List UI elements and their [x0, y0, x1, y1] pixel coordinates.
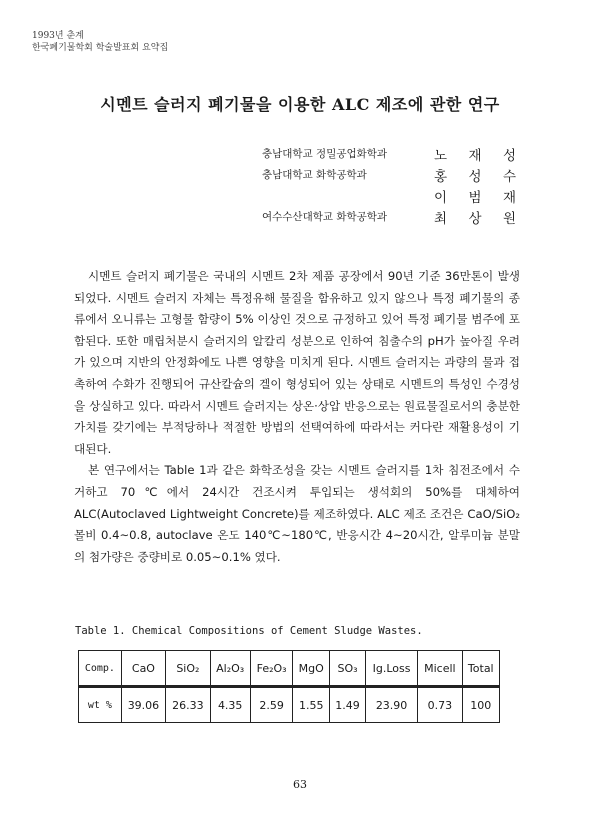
author-name	[434, 165, 516, 185]
table-header-cell: MgO	[293, 651, 330, 687]
table-header-cell: Al₂O₃	[210, 651, 250, 687]
table-cell: 26.33	[166, 687, 210, 723]
composition-table	[78, 650, 500, 723]
table-header-cell: Ig.Loss	[365, 651, 417, 687]
author-name-char: 성	[502, 148, 516, 164]
author-name-char: 이	[434, 190, 448, 206]
author-name-char: 성	[468, 169, 482, 185]
author-name	[434, 186, 516, 206]
table-row	[79, 687, 500, 723]
abstract-paragraph-2: 본 연구에서는 Table 1과 같은 화학조성을 갖는 시멘트 슬러지를 1차 침전조에서 수거하고 70℃에서 24시간 건조시켜 투입되는 생석회의 50%를 대체하여 ALC(Autoclaved Lightweight Concrete)를 제조하였다. ALC 제조 조건은 CaO/SiO₂ 몰비 0.4∼0.8, autoclave 온도 140℃∼180℃, 반응시간 4∼20시간, 알루미늄 분말의 첨가량은 중량비로 0.05∼0.1% 였다.	[74, 463, 520, 564]
table-header-cell: Total	[462, 651, 499, 687]
table-cell: 4.35	[210, 687, 250, 723]
table-cell: 1.49	[330, 687, 366, 723]
header-line-2: 한국폐기물학회 학술발표회 요약집	[32, 43, 169, 53]
table-header-cell: Fe₂O₃	[250, 651, 293, 687]
table-header-cell: SO₃	[330, 651, 366, 687]
author-affiliation: 충남대학교 화학공학과	[262, 169, 367, 181]
author-name	[434, 207, 516, 227]
author-name	[434, 144, 516, 164]
author-name-char: 최	[434, 211, 448, 227]
table-cell: 39.06	[121, 687, 165, 723]
table-header-cell: Micell	[418, 651, 462, 687]
table-header-cell: SiO₂	[166, 651, 210, 687]
author-name-char: 노	[434, 148, 448, 164]
table-cell: 2.59	[250, 687, 293, 723]
abstract-paragraph-1: 시멘트 슬러지 폐기물은 국내의 시멘트 2차 제품 공장에서 90년 기준 36만톤이 발생되었다. 시멘트 슬러지 자체는 특정유해 물질을 함유하고 있지 않으나 특정 폐기물의 종류에서 오니류는 고형물 함량이 5% 이상인 것으로 규정하고 있어 특정 폐기물 범주에 포함된다. 또한 매립처분시 슬러지의 알칼리 성분으로 인하여 침출수의 pH가 높아질 우려가 있으며 지반의 안정화에도 나쁜 영향을 미치게 된다. 시멘트 슬러지는 과량의 물과 접촉하여 수화가 진행되어 규산칼슘의 겔이 형성되어 있는 상태로 시멘트의 특성인 수경성을 상실하고 있다. 따라서 시멘트 슬러지는 상온·상압 반응으로는 원료물질로서의 충분한 가치를 갖기에는 부적당하나 적절한 방법의 선택여하에 따라서는 커다란 재활용성이 기대된다.	[74, 269, 520, 456]
table-header-cell: Comp.	[79, 651, 122, 687]
author-affiliation: 여수수산대학교 화학공학과	[262, 211, 388, 223]
table-cell: 1.55	[293, 687, 330, 723]
proceedings-header	[32, 30, 168, 54]
author-name-char: 재	[468, 148, 482, 164]
author-name-char: 상	[468, 211, 482, 227]
table-caption: Table 1. Chemical Compositions of Cement Sludge Wastes.	[75, 625, 423, 637]
author-name-char: 수	[502, 169, 516, 185]
table-cell: 100	[462, 687, 499, 723]
table-header-cell: CaO	[121, 651, 165, 687]
author-name-char: 원	[502, 211, 516, 227]
table-cell: 0.73	[418, 687, 462, 723]
paper-title: 시멘트 슬러지 폐기물을 이용한 ALC 제조에 관한 연구	[100, 95, 500, 114]
author-name-char: 범	[468, 190, 482, 206]
author-name-char: 재	[502, 190, 516, 206]
table-cell: wt %	[79, 687, 122, 723]
author-affiliation: 충남대학교 정밀공업화학과	[262, 148, 388, 160]
table-header-row	[79, 651, 500, 687]
author-name-char: 홍	[434, 169, 448, 185]
table-cell: 23.90	[365, 687, 417, 723]
page-number: 63	[293, 778, 307, 791]
header-line-1: 1993년 춘계	[32, 31, 84, 41]
abstract	[74, 266, 520, 568]
